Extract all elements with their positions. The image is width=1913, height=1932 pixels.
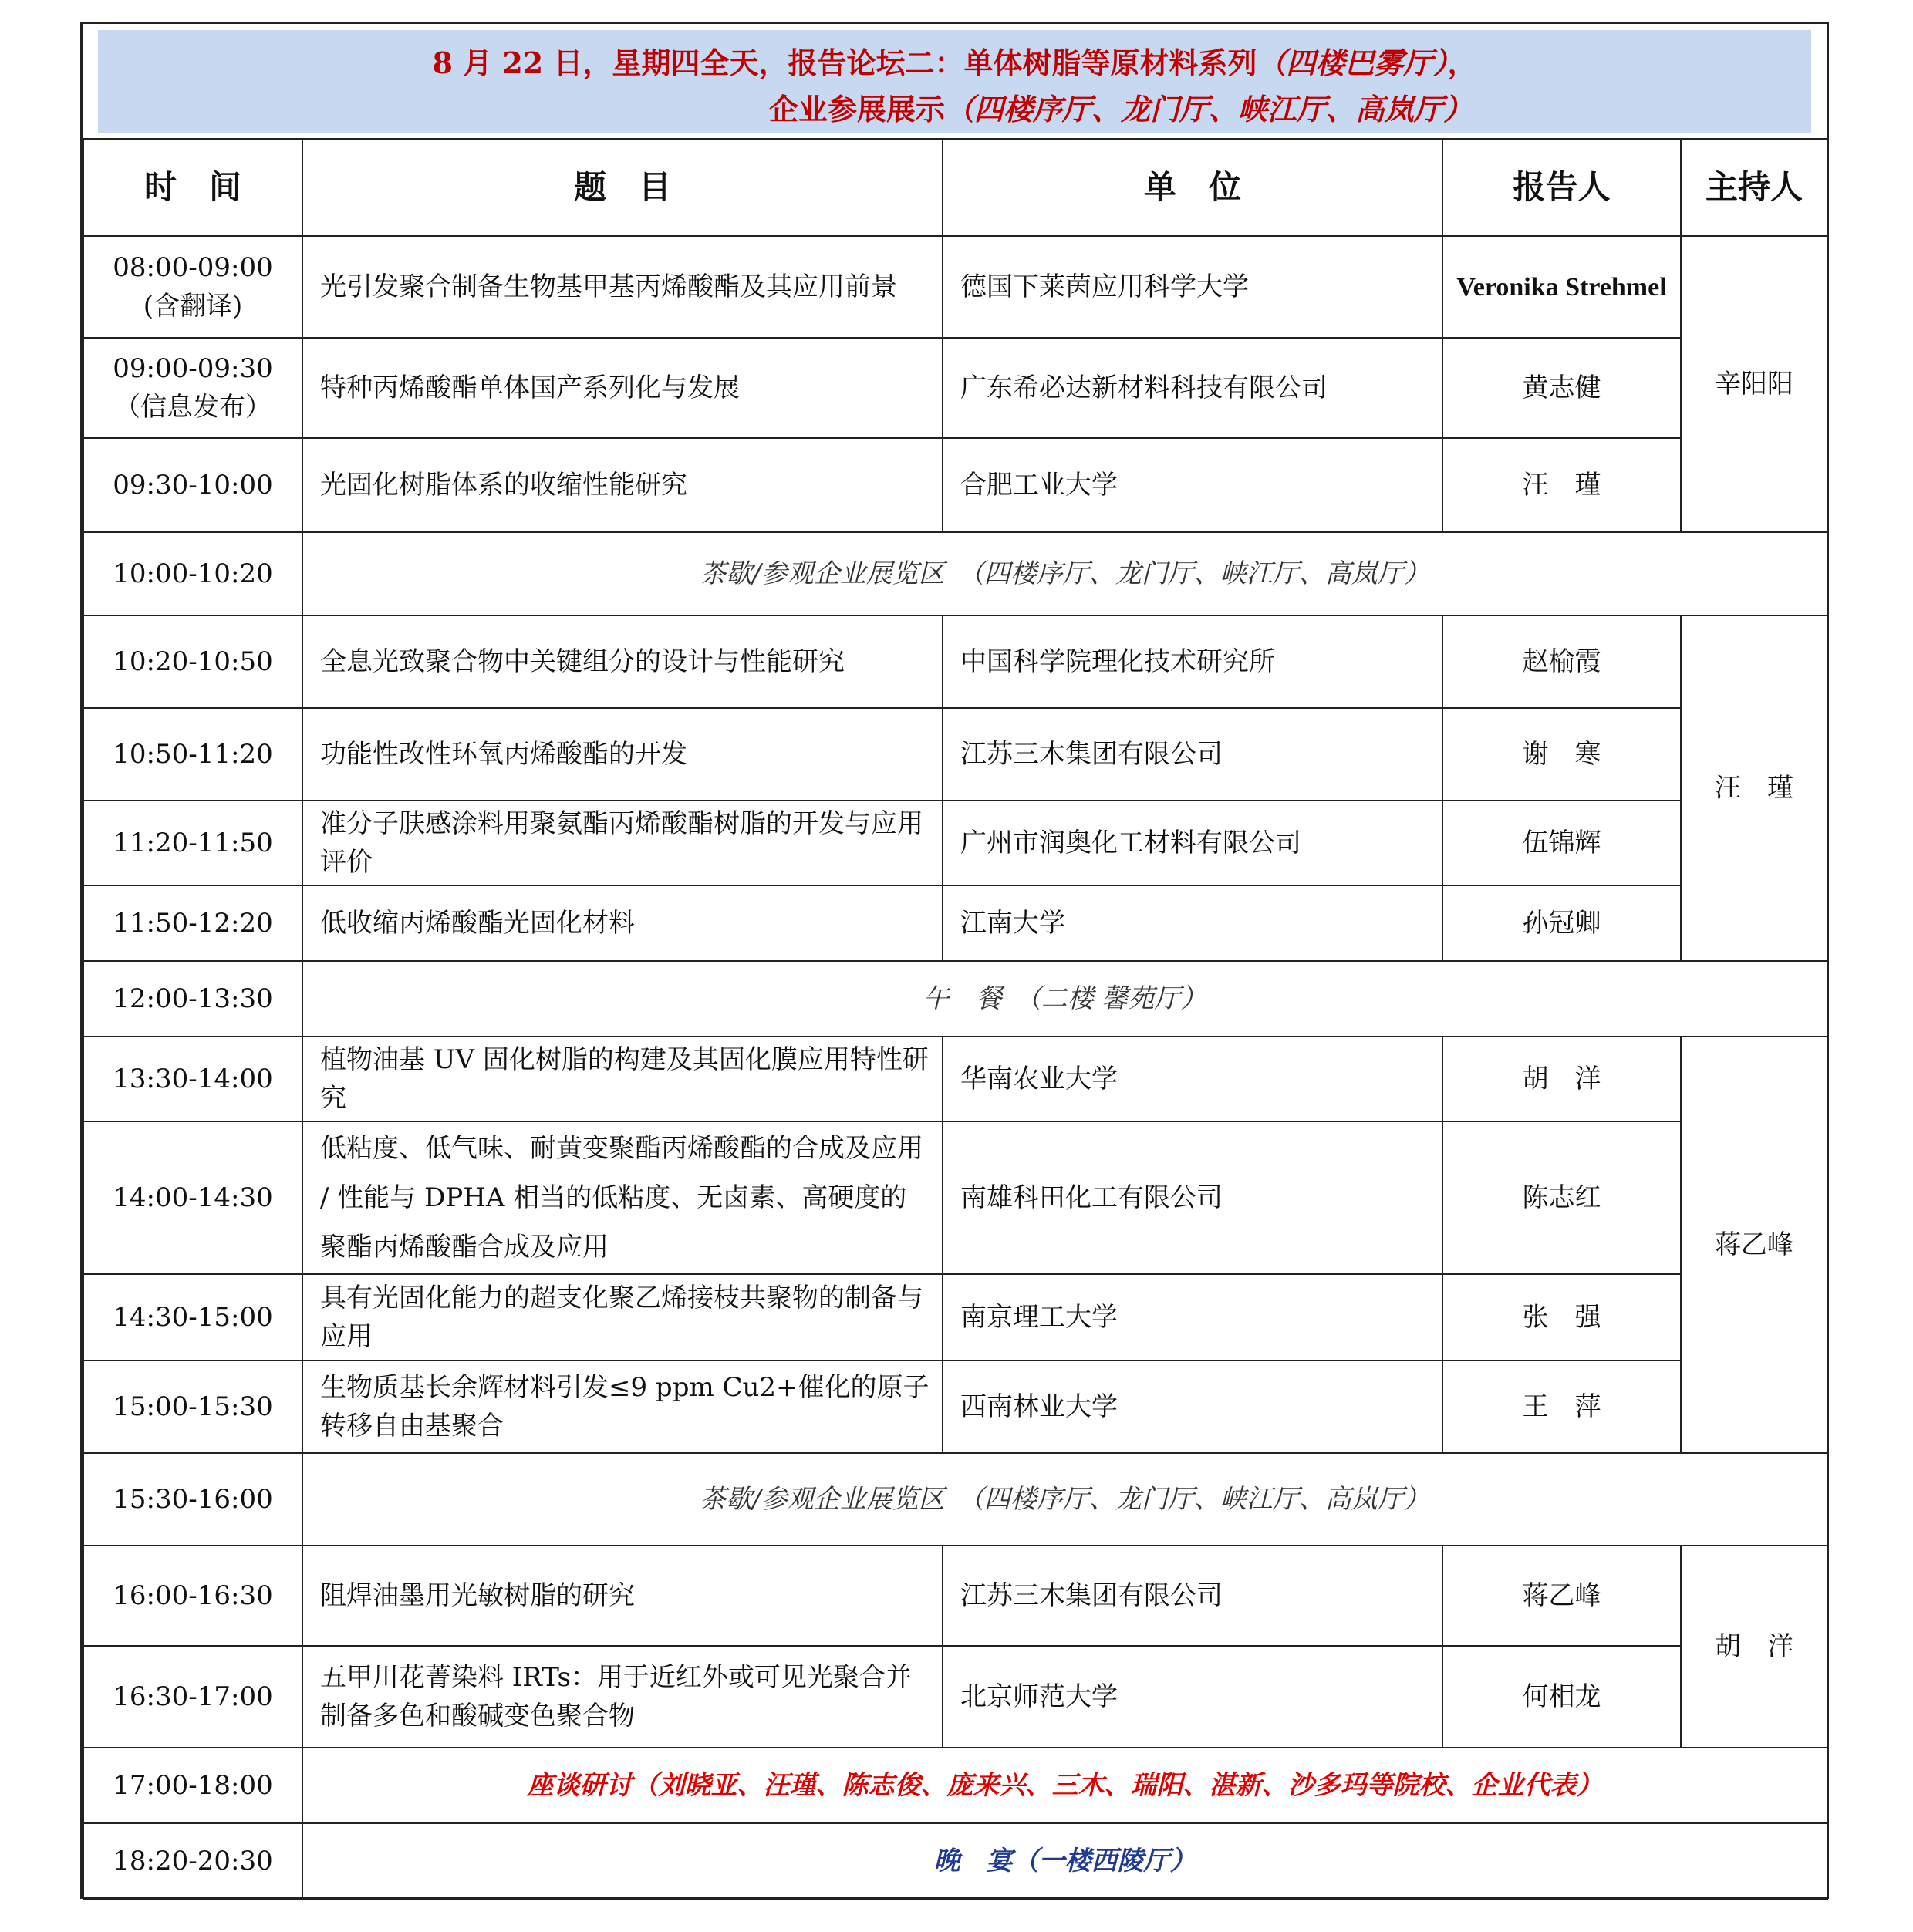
speaker-cell: 汪 瑾	[1442, 438, 1681, 532]
session-banner	[98, 30, 1811, 133]
time-cell: 13:30-14:00	[83, 1037, 302, 1121]
table-row	[83, 1646, 1827, 1748]
table-row	[83, 1274, 1827, 1360]
host-cell: 汪 瑾	[1681, 615, 1827, 961]
time-cell: 15:00-15:30	[83, 1360, 302, 1453]
break-cell: 茶歇/参观企业展览区 （四楼序厅、龙门厅、峡江厅、高岚厅）	[302, 532, 1827, 615]
org-cell: 南雄科田化工有限公司	[943, 1121, 1442, 1274]
forum-cell: 座谈研讨（刘晓亚、汪瑾、陈志俊、庞来兴、三木、瑞阳、湛新、沙多玛等院校、企业代表）	[302, 1748, 1827, 1823]
time-cell: 18:20-20:30	[83, 1823, 302, 1899]
time-cell: 11:50-12:20	[83, 885, 302, 961]
topic-cell: 功能性改性环氧丙烯酸酯的开发	[302, 708, 943, 801]
topic-cell: 生物质基长余辉材料引发≤9 ppm Cu2+催化的原子转移自由基聚合	[302, 1360, 943, 1453]
break-cell: 茶歇/参观企业展览区 （四楼序厅、龙门厅、峡江厅、高岚厅）	[302, 1453, 1827, 1546]
time-cell: 14:30-15:00	[83, 1274, 302, 1360]
time-range: 08:00-09:00	[113, 252, 273, 283]
table-row	[83, 708, 1827, 801]
banner-line-1	[98, 39, 1811, 82]
time-note: (含翻译)	[143, 291, 243, 322]
time-note: （信息发布）	[114, 392, 272, 423]
speaker-cell: 蒋乙峰	[1442, 1546, 1681, 1646]
time-cell	[83, 236, 302, 338]
banner-title: 8 月 22 日，星期四全天，报告论坛二：单体树脂等原材料系列	[432, 46, 1257, 80]
table-row	[83, 236, 1827, 338]
org-cell: 江苏三木集团有限公司	[943, 1546, 1442, 1646]
table-row	[83, 615, 1827, 708]
table-row	[83, 1360, 1827, 1453]
org-cell: 南京理工大学	[943, 1274, 1442, 1360]
time-range: 09:00-09:30	[113, 353, 273, 384]
topic-cell: 低收缩丙烯酸酯光固化材料	[302, 885, 943, 961]
speaker-name: Veronika Strehmel	[1456, 272, 1667, 302]
topic-cell: 五甲川花菁染料 IRTs：用于近红外或可见光聚合并制备多色和酸碱变色聚合物	[302, 1646, 943, 1748]
table-row	[83, 1453, 1827, 1546]
time-cell: 10:00-10:20	[83, 532, 302, 615]
time-cell: 16:00-16:30	[83, 1546, 302, 1646]
speaker-cell: 王 萍	[1442, 1360, 1681, 1453]
header-row	[83, 139, 1827, 236]
speaker-cell: 谢 寒	[1442, 708, 1681, 801]
topic-cell: 低粘度、低气味、耐黄变聚酯丙烯酸酯的合成及应用 / 性能与 DPHA 相当的低粘度、无卤素、高硬度的聚酯丙烯酸酯合成及应用	[302, 1121, 943, 1274]
table-row	[83, 338, 1827, 438]
dinner-cell: 晚 宴（一楼西陵厅）	[302, 1823, 1827, 1899]
topic-cell: 特种丙烯酸酯单体国产系列化与发展	[302, 338, 943, 438]
header-time: 时 间	[83, 139, 302, 236]
org-cell: 北京师范大学	[943, 1646, 1442, 1748]
speaker-cell: 胡 洋	[1442, 1037, 1681, 1121]
speaker-cell: 伍锦辉	[1442, 801, 1681, 885]
time-cell: 12:00-13:30	[83, 961, 302, 1037]
banner-venue-2: （四楼序厅、龙门厅、峡江厅、高岚厅）	[945, 92, 1473, 126]
org-cell: 西南林业大学	[943, 1360, 1442, 1453]
table-row	[83, 1121, 1827, 1274]
speaker-cell: 黄志健	[1442, 338, 1681, 438]
topic-cell: 光引发聚合制备生物基甲基丙烯酸酯及其应用前景	[302, 236, 943, 338]
banner-exhibit: 企业参展展示	[769, 92, 946, 126]
topic-cell: 全息光致聚合物中关键组分的设计与性能研究	[302, 615, 943, 708]
banner-comma: ，	[1447, 46, 1477, 80]
topic-cell: 植物油基 UV 固化树脂的构建及其固化膜应用特性研究	[302, 1037, 943, 1121]
header-topic: 题 目	[302, 139, 943, 236]
topic-cell: 阻焊油墨用光敏树脂的研究	[302, 1546, 943, 1646]
time-cell: 10:20-10:50	[83, 615, 302, 708]
host-cell: 辛阳阳	[1681, 236, 1827, 532]
org-cell: 广东希必达新材料科技有限公司	[943, 338, 1442, 438]
table-row	[83, 885, 1827, 961]
header-host: 主持人	[1681, 139, 1827, 236]
table-row	[83, 961, 1827, 1037]
schedule-table	[83, 138, 1828, 1900]
table-row	[83, 801, 1827, 885]
table-row	[83, 438, 1827, 532]
host-cell: 胡 洋	[1681, 1546, 1827, 1748]
table-row	[83, 1546, 1827, 1646]
speaker-cell: 何相龙	[1442, 1646, 1681, 1748]
header-org: 单 位	[943, 139, 1442, 236]
banner-venue-1: （四楼巴雾厅）	[1257, 46, 1448, 80]
time-cell: 14:00-14:30	[83, 1121, 302, 1274]
table-row	[83, 1823, 1827, 1899]
org-cell: 中国科学院理化技术研究所	[943, 615, 1442, 708]
time-cell: 15:30-16:00	[83, 1453, 302, 1546]
header-speaker: 报告人	[1442, 139, 1681, 236]
time-cell: 09:30-10:00	[83, 438, 302, 532]
org-cell: 合肥工业大学	[943, 438, 1442, 532]
lunch-cell: 午 餐 （二楼 馨苑厅）	[302, 961, 1827, 1037]
topic-cell: 准分子肤感涂料用聚氨酯丙烯酸酯树脂的开发与应用评价	[302, 801, 943, 885]
time-cell: 10:50-11:20	[83, 708, 302, 801]
speaker-cell: 张 强	[1442, 1274, 1681, 1360]
time-cell	[83, 338, 302, 438]
org-cell: 江苏三木集团有限公司	[943, 708, 1442, 801]
time-cell: 16:30-17:00	[83, 1646, 302, 1748]
org-cell: 德国下莱茵应用科学大学	[943, 236, 1442, 338]
topic-cell: 光固化树脂体系的收缩性能研究	[302, 438, 943, 532]
speaker-cell	[1442, 236, 1681, 338]
host-cell: 蒋乙峰	[1681, 1037, 1827, 1453]
speaker-cell: 赵榆霞	[1442, 615, 1681, 708]
schedule-frame	[80, 22, 1829, 1899]
org-cell: 江南大学	[943, 885, 1442, 961]
org-cell: 广州市润奥化工材料有限公司	[943, 801, 1442, 885]
topic-cell: 具有光固化能力的超支化聚乙烯接枝共聚物的制备与应用	[302, 1274, 943, 1360]
table-row	[83, 1037, 1827, 1121]
time-cell: 17:00-18:00	[83, 1748, 302, 1823]
banner-line-2	[769, 86, 1473, 128]
table-row	[83, 1748, 1827, 1823]
org-cell: 华南农业大学	[943, 1037, 1442, 1121]
speaker-cell: 孙冠卿	[1442, 885, 1681, 961]
speaker-cell: 陈志红	[1442, 1121, 1681, 1274]
time-cell: 11:20-11:50	[83, 801, 302, 885]
table-row	[83, 532, 1827, 615]
